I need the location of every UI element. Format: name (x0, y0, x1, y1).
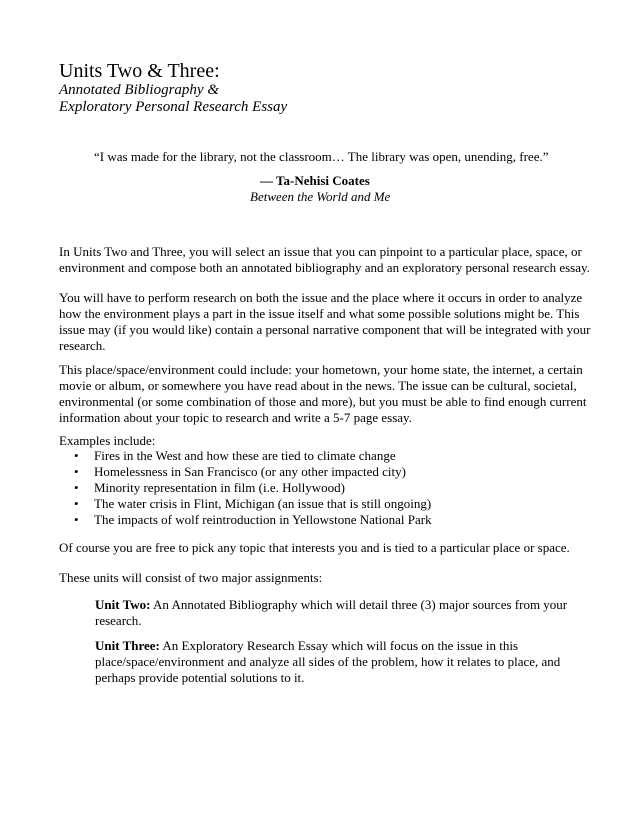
bullet-icon: • (74, 464, 79, 479)
paragraph-line: movie or album, or somewhere you have read about in the news. The issue can be cultural, societal, (59, 378, 577, 393)
list-item-text: Minority representation in film (i.e. Hollywood) (94, 480, 345, 495)
page-title: Units Two & Three: (59, 60, 220, 82)
paragraph-line: These units will consist of two major assignments: (59, 570, 323, 585)
paragraph-line: information about your topic to research and write a 5-7 page essay. (59, 410, 412, 425)
paragraph-place (59, 362, 587, 426)
paragraph-line: You will have to perform research on both the issue and the place where it occurs in order to analyze (59, 290, 583, 305)
list-item-text: Fires in the West and how these are tied to climate change (94, 448, 396, 463)
list-item (59, 480, 432, 496)
paragraph-line: In Units Two and Three, you will select an issue that you can pinpoint to a particular place, space, or (59, 244, 582, 259)
paragraph-line: how the environment plays a part in the issue itself and what some possible solutions might be. This (59, 306, 580, 321)
list-item-text: The water crisis in Flint, Michigan (an issue that is still ongoing) (94, 496, 432, 511)
paragraph-intro (59, 244, 590, 276)
bullet-icon: • (74, 496, 79, 511)
examples-list (59, 448, 432, 528)
assignment-line (95, 638, 585, 654)
page-subtitle-continued (59, 98, 287, 116)
list-item (59, 512, 432, 528)
paragraph-research (59, 290, 591, 354)
bullet-icon: • (74, 480, 79, 495)
list-item (59, 496, 432, 512)
examples-intro (59, 433, 587, 449)
list-item (59, 448, 432, 464)
page-subtitle (59, 81, 219, 99)
assignment-unit-three (95, 638, 585, 686)
list-item (59, 464, 432, 480)
examples-intro-text: Examples include: (59, 433, 156, 448)
paragraph-line: issue may (if you would like) contain a personal narrative component that will be integrated with your (59, 322, 591, 337)
epigraph-work: Between the World and Me (250, 189, 391, 204)
paragraph-line: environment and compose both an annotated bibliography and an exploratory personal research essay. (59, 260, 590, 275)
assignment-line: place/space/environment and analyze all sides of the problem, how it relates to place, and (95, 654, 561, 669)
assignment-text: An Annotated Bibliography which will detail three (3) major sources from your (150, 597, 568, 612)
list-item-text: Homelessness in San Francisco (or any other impacted city) (94, 464, 406, 479)
paragraph-free-choice (59, 540, 587, 556)
subtitle-line-2: Exploratory Personal Research Essay (59, 99, 288, 115)
assignment-line: perhaps provide potential solutions to it. (95, 670, 305, 685)
bullet-icon: • (74, 448, 79, 463)
assignment-unit-two (95, 597, 585, 629)
paragraph-line: environmental (or some combination of those and more), but you must be able to find enough current (59, 394, 587, 409)
paragraph-assignments-intro (59, 570, 587, 586)
epigraph-quote: “I was made for the library, not the classroom… The library was open, unending, free.” (94, 149, 549, 164)
epigraph-author: — Ta-Nehisi Coates (260, 173, 370, 188)
assignment-text: An Exploratory Research Essay which will focus on the issue in this (159, 638, 519, 653)
list-item-text: The impacts of wolf reintroduction in Yellowstone National Park (94, 512, 432, 527)
bullet-icon: • (74, 512, 79, 527)
paragraph-line: Of course you are free to pick any topic that interests you and is tied to a particular place or space. (59, 540, 570, 555)
assignment-label: Unit Three: (95, 638, 160, 653)
assignment-line: research. (95, 613, 142, 628)
assignment-line (95, 597, 585, 613)
assignment-label: Unit Two: (95, 597, 151, 612)
subtitle-line-1: Annotated Bibliography & (59, 82, 219, 98)
paragraph-line: research. (59, 338, 106, 353)
paragraph-line: This place/space/environment could include: your hometown, your home state, the internet, a certain (59, 362, 583, 377)
